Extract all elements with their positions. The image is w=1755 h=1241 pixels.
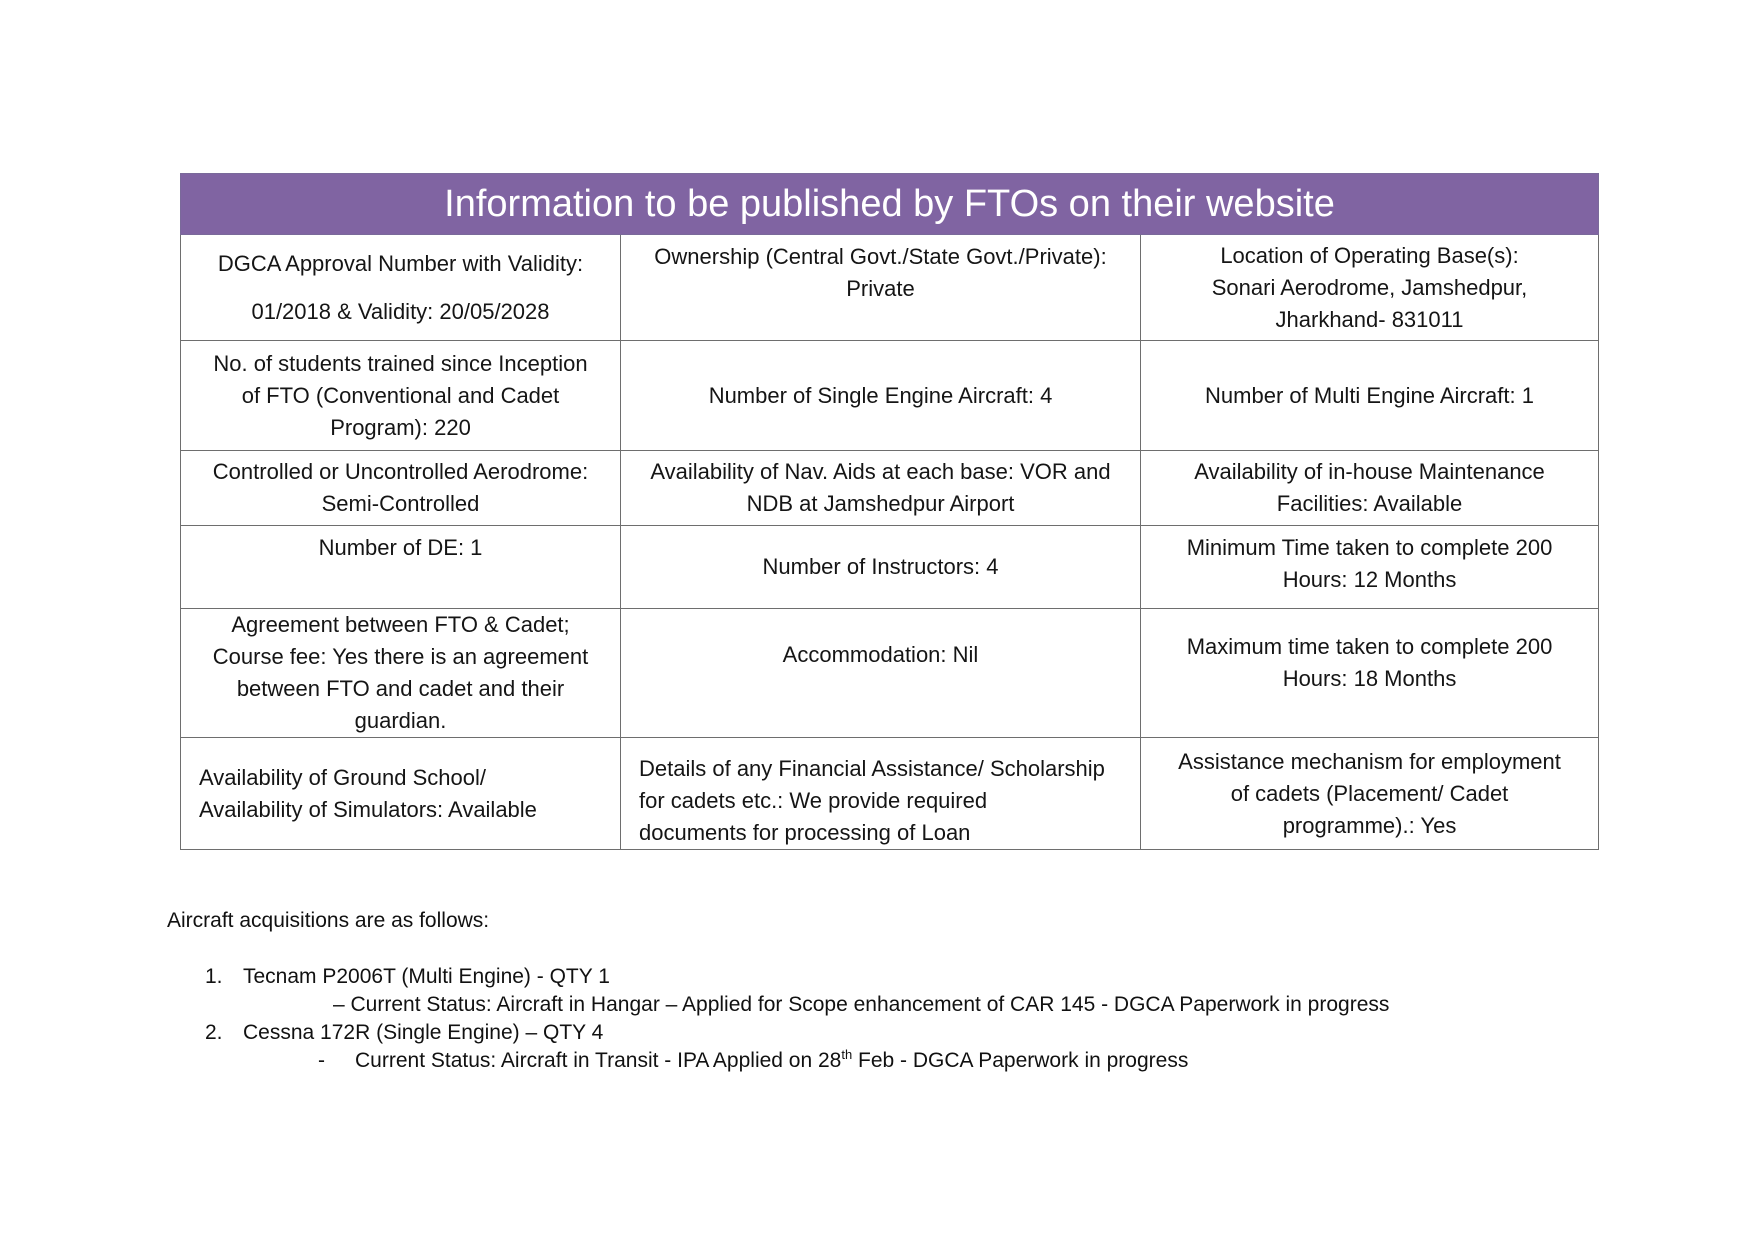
cell-line: Jharkhand- 831011 [1275,306,1464,332]
maximum-time-cell [1141,609,1599,738]
cell-line: Availability of Ground School/ [199,764,486,790]
agreement-cell [181,609,621,738]
cell-line: Semi-Controlled [321,491,480,516]
cell-line: of cadets (Placement/ Cadet [1230,780,1509,806]
cell-line: between FTO and cadet and their [236,676,565,701]
cell-line: Accommodation: Nil [782,642,979,667]
single-engine-cell [621,341,1141,451]
cell-line: Private [846,276,915,301]
cell-line: Hours: 18 Months [1282,666,1457,691]
acquisition-status: – Current Status: Aircraft in Hangar – Applied for Scope enhancement of CAR 145 - DGCA Paperwork in progress [333,993,1390,1016]
cell-line: Availability of Simulators: Available [199,796,537,822]
status-text: Feb - DGCA Paperwork in progress [852,1049,1189,1072]
cell-line: DGCA Approval Number with Validity: [217,250,584,276]
minimum-time-cell [1141,526,1599,609]
cell-line: of FTO (Conventional and Cadet [241,382,560,408]
cell-line: NDB at Jamshedpur Airport [746,491,1015,516]
instructors-cell [621,526,1141,609]
nav-aids-cell [621,451,1141,526]
multi-engine-cell [1141,341,1599,451]
number-of-de-cell [181,526,621,609]
financial-assistance-cell [621,738,1141,850]
cell-line: Assistance mechanism for employment [1178,748,1561,774]
cell-line: guardian. [354,708,447,733]
cell-line: Number of DE: 1 [318,535,483,560]
acquisition-status [355,1046,1188,1076]
cell-line: Controlled or Uncontrolled Aerodrome: [212,459,589,484]
employment-assistance-cell [1141,738,1599,850]
ground-school-cell [181,738,621,850]
students-trained-cell [181,341,621,451]
cell-line: Sonari Aerodrome, Jamshedpur, [1211,274,1528,300]
cell-line: documents for processing of Loan [639,819,971,845]
list-number: 2. [205,1021,223,1044]
acquisitions-intro: Aircraft acquisitions are as follows: [167,909,490,932]
maintenance-cell [1141,451,1599,526]
cell-line: programme).: Yes [1282,812,1457,838]
ordinal-suffix: th [841,1047,853,1062]
cell-line: Location of Operating Base(s): [1220,242,1519,268]
cell-line: Course fee: Yes there is an agreement [212,644,589,669]
cell-line: Availability of Nav. Aids at each base: VOR and [650,459,1111,484]
operating-base-cell [1141,235,1599,341]
cell-line: Number of Instructors: 4 [762,554,999,579]
cell-line: 01/2018 & Validity: 20/05/2028 [251,298,550,324]
acquisition-aircraft: Cessna 172R (Single Engine) – QTY 4 [243,1021,604,1044]
dgca-approval-cell [181,235,621,341]
cell-line: No. of students trained since Inception [213,350,588,376]
cell-line: Availability of in-house Maintenance [1194,459,1545,484]
list-number: 1. [205,965,223,988]
aerodrome-control-cell [181,451,621,526]
cell-line: Facilities: Available [1276,491,1463,516]
cell-line: Details of any Financial Assistance/ Scholarship [639,755,1105,781]
status-bullet: - [318,1049,325,1072]
cell-line: Minimum Time taken to complete 200 [1186,535,1553,560]
cell-line: for cadets etc.: We provide required [639,787,988,813]
cell-line: Agreement between FTO & Cadet; [231,612,570,637]
cell-line: Number of Multi Engine Aircraft: 1 [1205,382,1534,408]
ownership-cell [621,235,1141,341]
acquisition-aircraft: Tecnam P2006T (Multi Engine) - QTY 1 [243,965,610,988]
accommodation-cell [621,609,1141,738]
cell-line: Ownership (Central Govt./State Govt./Private): [654,244,1107,269]
cell-line: Maximum time taken to complete 200 [1186,634,1553,659]
cell-line: Number of Single Engine Aircraft: 4 [708,382,1053,408]
table-title: Information to be published by FTOs on their website [181,174,1599,235]
status-text: Current Status: Aircraft in Transit - IPA Applied on 28 [355,1049,842,1072]
fto-info-table [180,173,1599,850]
cell-line: Hours: 12 Months [1282,567,1457,592]
cell-line: Program): 220 [330,414,471,440]
